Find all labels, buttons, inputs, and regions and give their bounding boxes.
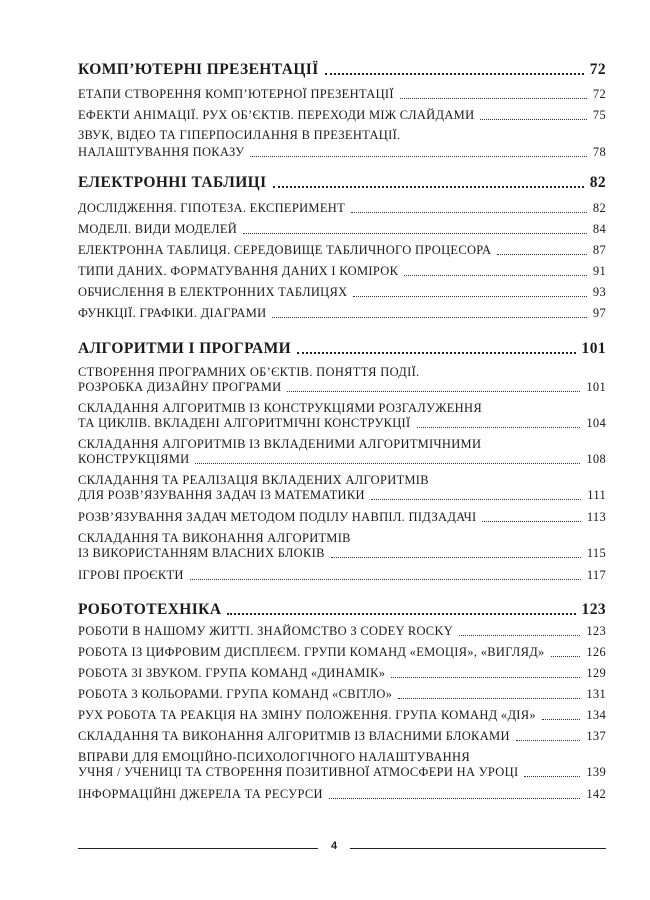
toc-entry[interactable]: [78, 306, 606, 321]
section-title: КОМП’ЮТЕРНІ ПРЕЗЕНТАЦІЇ: [78, 61, 319, 78]
entry-title: ЕЛЕКТРОННА ТАБЛИЦЯ. СЕРЕДОВИЩЕ ТАБЛИЧНОГО ПРОЦЕСОРА: [78, 243, 492, 257]
footer-rule-left: [78, 848, 318, 849]
entry-title: УЧНЯ / УЧЕНИЦІ ТА СТВОРЕННЯ ПОЗИТИВНОЇ АТМОСФЕРИ НА УРОЦІ: [78, 765, 519, 779]
leader-dots: [459, 635, 580, 636]
leader-dots: [331, 557, 581, 558]
entry-page-number: 104: [586, 416, 606, 430]
toc-entry[interactable]: [78, 546, 606, 561]
leader-dots: [551, 656, 581, 657]
leader-dots: [516, 740, 581, 741]
toc-entry[interactable]: [78, 87, 606, 102]
entry-page-number: 115: [586, 546, 606, 560]
toc-entry[interactable]: [78, 452, 606, 467]
toc-entry[interactable]: [78, 285, 606, 300]
leader-dots: [542, 719, 580, 720]
entry-page-number: 91: [592, 264, 606, 278]
entry-title: РОЗВ’ЯЗУВАННЯ ЗАДАЧ МЕТОДОМ ПОДІЛУ НАВПІЛ. ПІДЗАДАЧІ: [78, 510, 477, 524]
entry-title: ЕТАПИ СТВОРЕННЯ КОМП’ЮТЕРНОЇ ПРЕЗЕНТАЦІЇ: [78, 87, 394, 101]
leader-dots: [227, 613, 575, 615]
leader-dots: [297, 352, 575, 354]
entry-title: ФУНКЦІЇ. ГРАФІКИ. ДІАГРАМИ: [78, 306, 267, 320]
entry-page-number: 139: [586, 765, 606, 779]
entry-title: ЕФЕКТИ АНІМАЦІЇ. РУХ ОБ’ЄКТІВ. ПЕРЕХОДИ МІЖ СЛАЙДАМИ: [78, 108, 475, 122]
toc-entry[interactable]: [78, 624, 606, 639]
footer-rule-right: [350, 848, 606, 849]
entry-page-number: 101: [586, 380, 606, 394]
entry-title: ТИПИ ДАНИХ. ФОРМАТУВАННЯ ДАНИХ І КОМІРОК: [78, 264, 399, 278]
leader-dots: [272, 317, 586, 318]
entry-page-number: 113: [586, 510, 606, 524]
section-title: ЕЛЕКТРОННІ ТАБЛИЦІ: [78, 174, 267, 191]
leader-dots: [353, 296, 586, 297]
entry-page-number: 131: [586, 687, 606, 701]
entry-title: ДОСЛІДЖЕННЯ. ГІПОТЕЗА. ЕКСПЕРИМЕНТ: [78, 201, 346, 215]
leader-dots: [325, 73, 584, 75]
leader-dots: [482, 521, 580, 522]
entry-title-first-line[interactable]: СТВОРЕННЯ ПРОГРАМНИХ ОБ’ЄКТІВ. ПОНЯТТЯ ПОДІЇ.: [78, 365, 420, 379]
entry-page-number: 111: [587, 488, 606, 502]
entry-title: ОБЧИСЛЕННЯ В ЕЛЕКТРОННИХ ТАБЛИЦЯХ: [78, 285, 348, 299]
toc-entry[interactable]: [78, 416, 606, 431]
entry-title-first-line[interactable]: СКЛАДАННЯ АЛГОРИТМІВ ІЗ КОНСТРУКЦІЯМИ РОЗГАЛУЖЕННЯ: [78, 401, 482, 415]
entry-page-number: 75: [592, 108, 606, 122]
entry-title: РОБОТИ В НАШОМУ ЖИТТІ. ЗНАЙОМСТВО З CODEY ROCKY: [78, 624, 454, 638]
entry-page-number: 97: [592, 306, 606, 320]
entry-title: ТА ЦИКЛІВ. ВКЛАДЕНІ АЛГОРИТМІЧНІ КОНСТРУКЦІЇ: [78, 416, 411, 430]
leader-dots: [243, 233, 587, 234]
toc-entry[interactable]: [78, 765, 606, 780]
toc-entry[interactable]: [78, 510, 606, 525]
entry-page-number: 84: [592, 222, 606, 236]
toc-entry[interactable]: [78, 645, 606, 660]
entry-page-number: 137: [586, 729, 606, 743]
entry-title: НАЛАШТУВАННЯ ПОКАЗУ: [78, 145, 245, 159]
section-heading[interactable]: [78, 601, 606, 619]
entry-title: МОДЕЛІ. ВИДИ МОДЕЛЕЙ: [78, 222, 238, 236]
leader-dots: [404, 275, 587, 276]
entry-title-first-line[interactable]: СКЛАДАННЯ ТА ВИКОНАННЯ АЛГОРИТМІВ: [78, 531, 351, 545]
toc-entry[interactable]: [78, 666, 606, 681]
section-title: АЛГОРИТМИ І ПРОГРАМИ: [78, 340, 292, 357]
entry-page-number: 82: [592, 201, 606, 215]
toc-entry[interactable]: [78, 264, 606, 279]
section-heading[interactable]: [78, 340, 606, 358]
entry-title: РОБОТА ЗІ ЗВУКОМ. ГРУПА КОМАНД «ДИНАМІК»: [78, 666, 386, 680]
toc-entry[interactable]: [78, 488, 606, 503]
entry-page-number: 108: [586, 452, 606, 466]
entry-page-number: 123: [586, 624, 606, 638]
leader-dots: [400, 98, 587, 99]
section-page-number: 123: [581, 601, 606, 618]
section-page-number: 72: [589, 61, 606, 78]
leader-dots: [195, 463, 580, 464]
entry-page-number: 142: [586, 787, 606, 801]
toc-entry[interactable]: [78, 108, 606, 123]
toc-entry[interactable]: [78, 687, 606, 702]
entry-title: КОНСТРУКЦІЯМИ: [78, 452, 190, 466]
entry-title-first-line[interactable]: ВПРАВИ ДЛЯ ЕМОЦІЙНО-ПСИХОЛОГІЧНОГО НАЛАШТУВАННЯ: [78, 750, 470, 764]
leader-dots: [351, 212, 587, 213]
leader-dots: [371, 499, 581, 500]
toc-entry[interactable]: [78, 222, 606, 237]
footer-page-number: 4: [330, 840, 338, 852]
toc-entry[interactable]: [78, 708, 606, 723]
leader-dots: [391, 677, 580, 678]
entry-page-number: 134: [586, 708, 606, 722]
entry-title: РОБОТА ІЗ ЦИФРОВИМ ДИСПЛЕЄМ. ГРУПИ КОМАНД «ЕМОЦІЯ», «ВИГЛЯД»: [78, 645, 545, 659]
entry-page-number: 87: [592, 243, 606, 257]
leader-dots: [497, 254, 587, 255]
entry-page-number: 72: [592, 87, 606, 101]
leader-dots: [250, 156, 587, 157]
section-page-number: 82: [589, 174, 606, 191]
leader-dots: [273, 186, 584, 188]
toc-entry[interactable]: [78, 145, 606, 160]
toc-entry[interactable]: [78, 380, 606, 395]
leader-dots: [480, 119, 586, 120]
section-heading[interactable]: [78, 61, 606, 79]
entry-title-first-line[interactable]: СКЛАДАННЯ ТА РЕАЛІЗАЦІЯ ВКЛАДЕНИХ АЛГОРИТМІВ: [78, 473, 429, 487]
entry-title: РОЗРОБКА ДИЗАЙНУ ПРОГРАМИ: [78, 380, 282, 394]
entry-title-first-line[interactable]: ЗВУК, ВІДЕО ТА ГІПЕРПОСИЛАННЯ В ПРЕЗЕНТАЦІЇ.: [78, 128, 401, 142]
section-title: РОБОТОТЕХНІКА: [78, 601, 222, 618]
entry-page-number: 117: [586, 568, 606, 582]
toc-entry[interactable]: [78, 568, 606, 583]
entry-title: СКЛАДАННЯ ТА ВИКОНАННЯ АЛГОРИТМІВ ІЗ ВЛАСНИМИ БЛОКАМИ: [78, 729, 510, 743]
leader-dots: [417, 427, 581, 428]
leader-dots: [287, 391, 580, 392]
entry-title: РОБОТА З КОЛЬОРАМИ. ГРУПА КОМАНД «СВІТЛО»: [78, 687, 393, 701]
toc-entry[interactable]: [78, 201, 606, 216]
leader-dots: [398, 698, 580, 699]
entry-page-number: 129: [586, 666, 606, 680]
entry-page-number: 78: [592, 145, 606, 159]
toc-entry[interactable]: [78, 729, 606, 744]
entry-page-number: 126: [586, 645, 606, 659]
section-page-number: 101: [581, 340, 606, 357]
entry-title: РУХ РОБОТА ТА РЕАКЦІЯ НА ЗМІНУ ПОЛОЖЕННЯ. ГРУПА КОМАНД «ДІЯ»: [78, 708, 536, 722]
toc-entry[interactable]: [78, 243, 606, 258]
entry-page-number: 93: [592, 285, 606, 299]
leader-dots: [190, 579, 581, 580]
leader-dots: [524, 776, 580, 777]
entry-title-first-line[interactable]: СКЛАДАННЯ АЛГОРИТМІВ ІЗ ВКЛАДЕНИМИ АЛГОРИТМІЧНИМИ: [78, 437, 482, 451]
entry-title: ІЗ ВИКОРИСТАННЯМ ВЛАСНИХ БЛОКІВ: [78, 546, 325, 560]
section-heading[interactable]: [78, 174, 606, 192]
toc-entry[interactable]: [78, 787, 606, 802]
entry-title: ДЛЯ РОЗВ’ЯЗУВАННЯ ЗАДАЧ ІЗ МАТЕМАТИКИ: [78, 488, 365, 502]
entry-title: ІГРОВІ ПРОЄКТИ: [78, 568, 184, 582]
leader-dots: [329, 798, 581, 799]
table-of-contents: [78, 0, 606, 900]
entry-title: ІНФОРМАЦІЙНІ ДЖЕРЕЛА ТА РЕСУРСИ: [78, 787, 323, 801]
